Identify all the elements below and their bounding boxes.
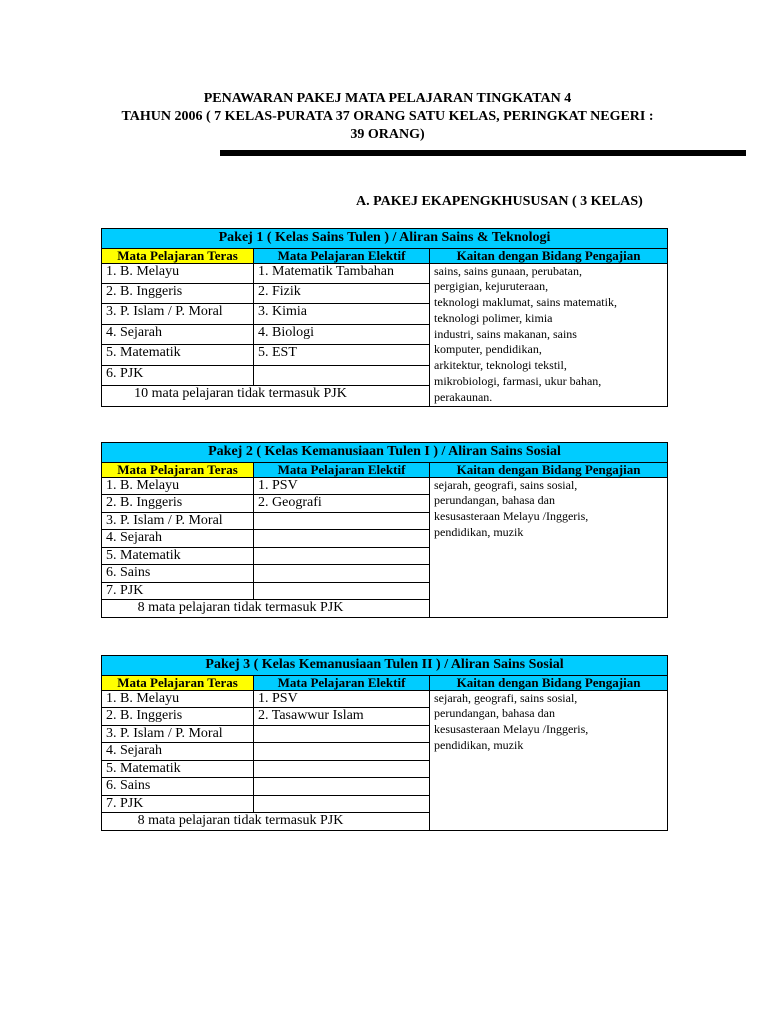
elektif-subject: 1. Matematik Tambahan [254, 263, 430, 283]
package-2-table [101, 442, 668, 618]
title-line-3: 39 ORANG) [350, 127, 425, 142]
kaitan-line: pergigian, kejuruteraan, [434, 279, 549, 294]
elektif-subject: 2. Tasawwur Islam [254, 708, 430, 726]
elektif-subject: 1. PSV [254, 477, 430, 495]
elektif-subject [254, 582, 430, 600]
elektif-subject: 2. Geografi [254, 495, 430, 513]
kaitan-line: perundangan, bahasa dan [434, 706, 555, 721]
kaitan-line: arkitektur, teknologi tekstil, [434, 358, 567, 373]
teras-header: Mata Pelajaran Teras [102, 248, 254, 263]
subject-count-note: 8 mata pelajaran tidak termasuk PJK [102, 600, 430, 618]
kaitan-bidang-pengajian [430, 477, 668, 617]
title-divider [220, 150, 746, 156]
teras-subject: 4. Sejarah [102, 324, 254, 344]
subject-count-note: 10 mata pelajaran tidak termasuk PJK [102, 386, 430, 406]
kaitan-line: pendidikan, muzik [434, 524, 524, 539]
teras-subject: 2. B. Inggeris [102, 283, 254, 303]
kaitan-line: komputer, pendidikan, [434, 342, 542, 357]
teras-subject: 1. B. Melayu [102, 263, 254, 283]
kaitan-line: kesusasteraan Melayu /Inggeris, [434, 509, 589, 524]
kaitan-line: kesusasteraan Melayu /Inggeris, [434, 722, 589, 737]
elektif-subject [254, 760, 430, 778]
kaitan-line: teknologi polimer, kimia [434, 310, 553, 325]
kaitan-line: teknologi maklumat, sains matematik, [434, 295, 617, 310]
teras-header: Mata Pelajaran Teras [102, 462, 254, 477]
teras-header: Mata Pelajaran Teras [102, 675, 254, 690]
elektif-subject: 3. Kimia [254, 304, 430, 324]
elektif-header: Mata Pelajaran Elektif [254, 248, 430, 263]
teras-subject: 6. PJK [102, 365, 254, 385]
teras-subject: 6. Sains [102, 565, 254, 583]
teras-subject: 3. P. Islam / P. Moral [102, 725, 254, 743]
elektif-subject: 1. PSV [254, 690, 430, 708]
elektif-subject: 5. EST [254, 345, 430, 365]
teras-subject: 2. B. Inggeris [102, 708, 254, 726]
title-line-2: TAHUN 2006 ( 7 KELAS-PURATA 37 ORANG SATU KELAS, PERINGKAT NEGERI : [121, 109, 654, 124]
package-title: Pakej 2 ( Kelas Kemanusiaan Tulen I ) / Aliran Sains Sosial [102, 443, 668, 463]
kaitan-line: sains, sains gunaan, perubatan, [434, 263, 582, 278]
elektif-subject [254, 547, 430, 565]
elektif-subject: 4. Biologi [254, 324, 430, 344]
teras-subject: 2. B. Inggeris [102, 495, 254, 513]
kaitan-line: perundangan, bahasa dan [434, 493, 555, 508]
section-heading: A. PAKEJ EKAPENGKHUSUSAN ( 3 KELAS) [356, 194, 643, 209]
kaitan-line: mikrobiologi, farmasi, ukur bahan, [434, 374, 602, 389]
elektif-subject [254, 743, 430, 761]
kaitan-line: sejarah, geografi, sains sosial, [434, 477, 578, 492]
title-line-1: PENAWARAN PAKEJ MATA PELAJARAN TINGKATAN 4 [203, 91, 572, 106]
document-title [95, 90, 680, 144]
package-title: Pakej 1 ( Kelas Sains Tulen ) / Aliran Sains & Teknologi [102, 229, 668, 249]
teras-subject: 4. Sejarah [102, 743, 254, 761]
elektif-subject: 2. Fizik [254, 283, 430, 303]
elektif-subject [254, 778, 430, 796]
teras-subject: 3. P. Islam / P. Moral [102, 304, 254, 324]
package-3-table [101, 655, 668, 831]
kaitan-header: Kaitan dengan Bidang Pengajian [430, 248, 668, 263]
teras-subject: 3. P. Islam / P. Moral [102, 512, 254, 530]
teras-subject: 7. PJK [102, 795, 254, 813]
subject-count-note: 8 mata pelajaran tidak termasuk PJK [102, 813, 430, 831]
teras-subject: 1. B. Melayu [102, 690, 254, 708]
teras-subject: 7. PJK [102, 582, 254, 600]
package-1-table [101, 228, 668, 407]
elektif-subject [254, 365, 430, 385]
teras-subject: 6. Sains [102, 778, 254, 796]
kaitan-header: Kaitan dengan Bidang Pengajian [430, 462, 668, 477]
elektif-subject [254, 512, 430, 530]
elektif-subject [254, 530, 430, 548]
kaitan-line: perakaunan. [434, 389, 493, 404]
kaitan-bidang-pengajian [430, 263, 668, 406]
elektif-subject [254, 565, 430, 583]
kaitan-line: industri, sains makanan, sains [434, 326, 577, 341]
teras-subject: 5. Matematik [102, 547, 254, 565]
teras-subject: 5. Matematik [102, 345, 254, 365]
teras-subject: 5. Matematik [102, 760, 254, 778]
elektif-subject [254, 725, 430, 743]
teras-subject: 4. Sejarah [102, 530, 254, 548]
kaitan-line: pendidikan, muzik [434, 737, 524, 752]
kaitan-line: sejarah, geografi, sains sosial, [434, 690, 578, 705]
teras-subject: 1. B. Melayu [102, 477, 254, 495]
kaitan-header: Kaitan dengan Bidang Pengajian [430, 675, 668, 690]
package-title: Pakej 3 ( Kelas Kemanusiaan Tulen II ) / Aliran Sains Sosial [102, 656, 668, 676]
elektif-header: Mata Pelajaran Elektif [254, 462, 430, 477]
elektif-header: Mata Pelajaran Elektif [254, 675, 430, 690]
kaitan-bidang-pengajian [430, 690, 668, 830]
elektif-subject [254, 795, 430, 813]
